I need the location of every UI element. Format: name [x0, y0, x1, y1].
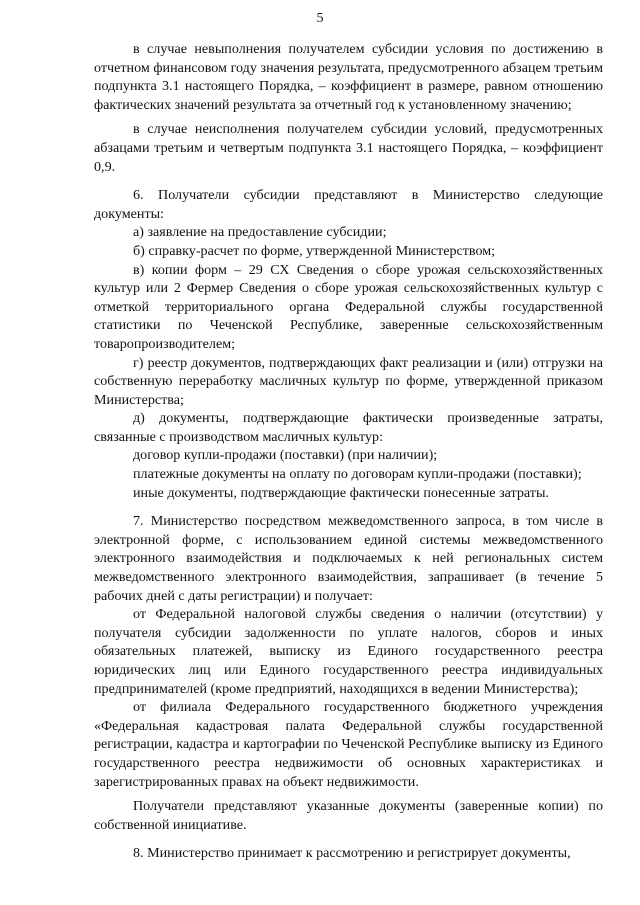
paragraph-section-8: 8. Министерство принимает к рассмотрению и регистрирует документы,	[133, 845, 571, 862]
paragraph-cadastral-chamber: от филиала Федерального государственного бюджетного учреждения «Федеральная кадастровая палата Федеральной службы государственной регистрации, кадастра и картографии по Чеченской Республике выписку из Единого государственного реестра недвижимости об основных характеристиках и зарегистрированных правах на объект недвижимости.	[94, 699, 603, 790]
list-item-d: д) документы, подтверждающие фактически произведенные затраты, связанные с производством масличных культур:	[94, 410, 603, 445]
paragraph-coefficient-conditions: в случае неисполнения получателем субсидии условий, предусмотренных абзацами третьим и четвертым подпункта 3.1 настоящего Порядка, – коэффициент 0,9.	[94, 121, 603, 175]
document-body	[94, 0, 603, 863]
list-item-b: б) справку-расчет по форме, утвержденной Министерством;	[133, 242, 496, 259]
list-item-v: в) копии форм – 29 СХ Сведения о сборе урожая сельскохозяйственных культур или 2 Фермер Сведения о сборе урожая сельскохозяйственных культур с отметкой территориального органа Федеральной службы государственной статистики по Чеченской Республике, заверенные сельскохозяйственным товаропроизводителем;	[94, 261, 603, 352]
paragraph-section-6: 6. Получатели субсидии представляют в Министерство следующие документы:	[94, 187, 603, 222]
paragraph-section-7: 7. Министерство посредством межведомственного запроса, в том числе в электронной форме, с использованием единой системы межведомственного электронного взаимодействия и подключаемых к ней региональных систем межведомственного электронного взаимодействия, запрашивает (в течение 5 рабочих дней с даты регистрации) и получает:	[94, 513, 603, 604]
list-subitem-payment: платежные документы на оплату по договорам купли-продажи (поставки);	[133, 466, 582, 483]
list-item-g: г) реестр документов, подтверждающих факт реализации и (или) отгрузки на собственную переработку масличных культур по форме, утвержденной приказом Министерства;	[94, 354, 603, 408]
list-item-a: а) заявление на предоставление субсидии;	[133, 224, 387, 241]
list-subitem-other: иные документы, подтверждающие фактически понесенные затраты.	[133, 484, 549, 501]
page-number: 5	[316, 11, 324, 26]
paragraph-own-initiative: Получатели представляют указанные документы (заверенные копии) по собственной инициативе.	[94, 798, 603, 833]
paragraph-coefficient-result: в случае невыполнения получателем субсидии условия по достижению в отчетном финансовом году значения результата, предусмотренного абзацем третьим подпункта 3.1 настоящего Порядка, – коэффициент в размере, равном отношению фактических значений результата за отчетный год к установленному значению;	[94, 41, 603, 113]
paragraph-tax-service: от Федеральной налоговой службы сведения о наличии (отсутствии) у получателя субсидии задолженности по уплате налогов, сборов и иных обязательных платежей, выписку из Единого государственного реестра юридических лиц или Единого государственного реестра индивидуальных предпринимателей (кроме предприятий, находящихся в ведении Министерства);	[94, 606, 603, 697]
list-subitem-contract: договор купли-продажи (поставки) (при наличии);	[133, 447, 438, 464]
